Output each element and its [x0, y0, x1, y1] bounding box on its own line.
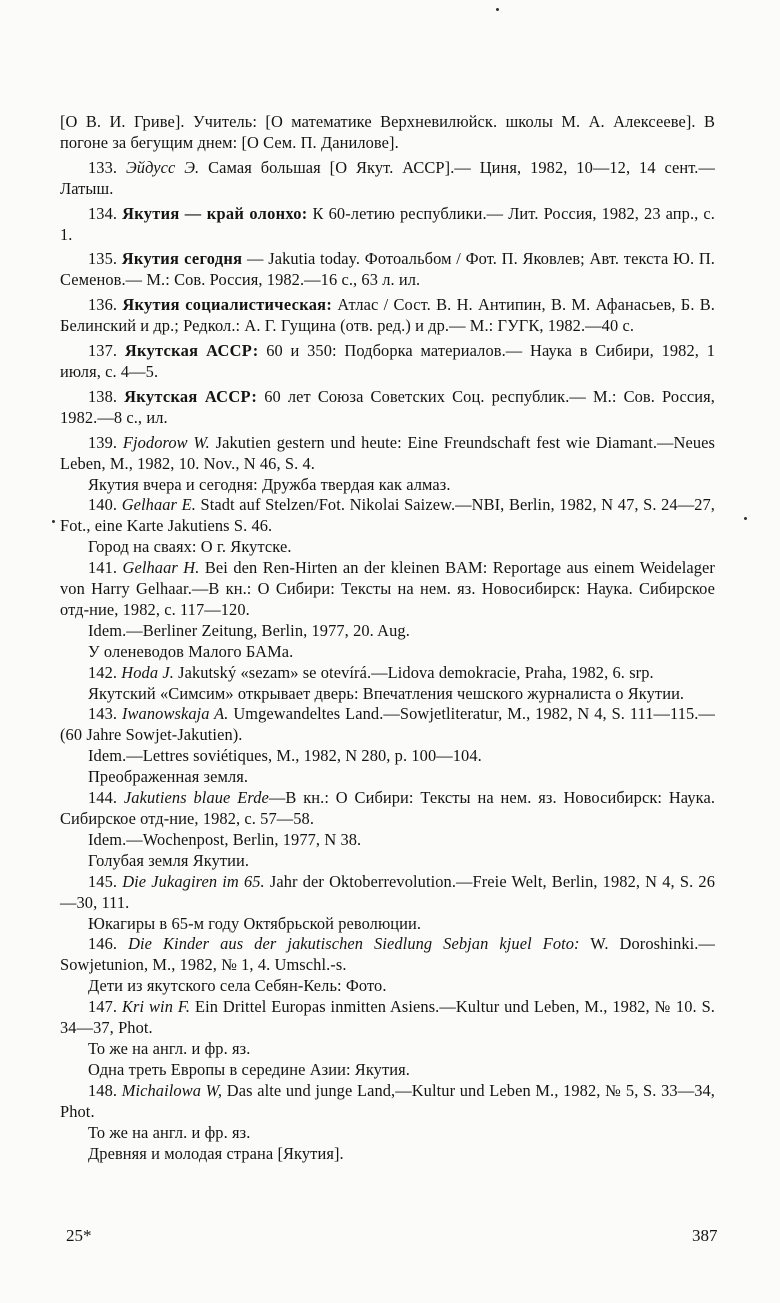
- bibliography-entry: [60, 788, 715, 830]
- entry-number: 142.: [88, 662, 118, 682]
- entry-note: То же на англ. и фр. яз.: [88, 1038, 251, 1058]
- entry-details: Jakutien gestern und heute: Eine Freundschaft fest wie Diamant.—Neues Leben, M., 1982, 10. Nov., N 46, S. 4.: [60, 432, 715, 473]
- entry-details: Das alte und junge Land,—Kultur und Leben M., 1982, № 5, S. 33—34, Phot.: [60, 1080, 715, 1121]
- bibliography-text: [60, 112, 715, 1164]
- entry-number: 139.: [88, 432, 118, 452]
- bibliography-entry: [60, 704, 715, 746]
- entry-number: 134.: [88, 203, 118, 223]
- entry-author: Fjodorow W.: [122, 432, 210, 452]
- entry-details: W. Doroshinki.—Sowjetunion, M., 1982, № 1, 4. Umschl.-s.: [60, 934, 715, 975]
- entry-number: 135.: [88, 249, 118, 269]
- bibliography-entry: [60, 158, 715, 200]
- entry-note: Древняя и молодая страна [Якутия].: [88, 1143, 344, 1163]
- page-number: 387: [692, 1226, 718, 1245]
- entry-author: Iwanowskaja A.: [121, 704, 229, 724]
- bibliography-entry: [60, 872, 715, 914]
- entry-details: —В кн.: О Сибири: Тексты на нем. яз. Новосибирск: Наука. Сибирское отд-ние, 1982, с. 57—58.: [60, 788, 716, 828]
- entry-details: Jahr der Oktoberrevolution.—Freie Welt, Berlin, 1982, N 4, S. 26—30, 111.: [60, 871, 715, 912]
- entry-title: Якутия — край олонхо:: [122, 203, 308, 223]
- entry-author: Die Jukagiren im 65.: [122, 871, 265, 891]
- entry-number: 140.: [88, 495, 118, 515]
- entry-title: Якутия социалистическая:: [122, 295, 333, 315]
- print-speck: [496, 8, 499, 11]
- bibliography-entry: [60, 663, 715, 684]
- entry-number: 143.: [88, 704, 118, 724]
- entry-number: 136.: [88, 295, 118, 315]
- bibliography-entry: [60, 1081, 715, 1123]
- bibliography-entry: [60, 249, 715, 291]
- entry-number: 146.: [88, 934, 118, 954]
- bibliography-entry: [60, 341, 715, 383]
- print-speck: [744, 517, 747, 520]
- entry-number: 144.: [88, 788, 118, 808]
- bibliography-entry: [60, 295, 715, 337]
- bibliography-entry: [60, 997, 715, 1039]
- signature-mark: 25*: [66, 1226, 92, 1245]
- entry-note: Idem.—Berliner Zeitung, Berlin, 1977, 20. Aug.: [88, 620, 410, 640]
- entry-number: 145.: [88, 871, 118, 891]
- bibliography-entry: [60, 934, 715, 976]
- entry-title: Якутия сегодня: [121, 249, 243, 269]
- entry-title: Якутская АССР:: [124, 341, 259, 361]
- entry-note: У оленеводов Малого БАМа.: [88, 641, 294, 661]
- entry-details: Umgewandeltes Land.—Sowjetliteratur, M., 1982, N 4, S. 111—115.—(60 Jahre Sowjet-Jakutien).: [60, 704, 715, 745]
- entry-details: Stadt auf Stelzen/Fot. Nikolai Saizew.—NBI, Berlin, 1982, N 47, S. 24—27, Fot., eine Karte Jakutiens S. 46.: [60, 495, 716, 536]
- entry-details: Ein Drittel Europas inmitten Asiens.—Kultur und Leben, M., 1982, № 10. S. 34—37, Phot.: [60, 997, 716, 1038]
- entry-note: Якутия вчера и сегодня: Дружба твердая как алмаз.: [88, 474, 451, 494]
- entry-details: Bei den Ren-Hirten an der kleinen BAM: Reportage aus einem Weidelager von Harry Gelhaar.—В кн.: О Сибири: Тексты на нем. яз. Новосибирск: Наука. Сибирское отд-ние, 1982, с. 117—120.: [60, 558, 715, 619]
- entry-note: Idem.—Lettres soviétiques, M., 1982, N 280, p. 100—104.: [88, 746, 482, 766]
- entry-details: Атлас / Сост. В. Н. Антипин, В. М. Афанасьев, Б. В. Белинский и др.; Редкол.: А. Г. Гущина (отв. ред.) и др.— М.: ГУГК, 1982.—40 с.: [60, 295, 715, 336]
- bibliography-entries: [60, 158, 715, 1165]
- entry-author: Michailowa W,: [121, 1080, 223, 1100]
- entry-note: Город на сваях: О г. Якутске.: [88, 537, 292, 557]
- entry-title: Якутская АССР:: [124, 386, 258, 406]
- entry-number: 148.: [88, 1080, 118, 1100]
- entry-note: Юкагиры в 65-м году Октябрьской революции.: [88, 913, 422, 933]
- entry-number: 137.: [88, 341, 118, 361]
- entry-author: Hoda J.: [121, 662, 174, 682]
- entry-note: То же на англ. и фр. яз.: [88, 1122, 251, 1142]
- entry-note: Якутский «Симсим» открывает дверь: Впечатления чешского журналиста о Якутии.: [88, 683, 685, 703]
- bibliography-entry: [60, 387, 715, 429]
- entry-author: Jakutiens blaue Erde: [123, 788, 269, 808]
- entry-number: 141.: [88, 558, 118, 578]
- print-speck: [52, 520, 55, 523]
- entry-author: Gelhaar H.: [122, 558, 200, 578]
- entry-note: Одна треть Европы в середине Азии: Якутия.: [88, 1059, 410, 1079]
- entry-author: Kri win F.: [121, 997, 191, 1017]
- bibliography-entry: [60, 558, 715, 621]
- entry-number: 138.: [88, 386, 118, 406]
- bibliography-entry: [60, 433, 715, 475]
- entry-details: 60 и 350: Подборка материалов.— Наука в Сибири, 1982, 1 июля, с. 4—5.: [60, 341, 715, 381]
- entry-author: Эйдусс Э.: [125, 157, 200, 177]
- entry-details: Jakutský «sezam» se otevírá.—Lidova demokracie, Praha, 1982, 6. srp.: [173, 662, 654, 682]
- entry-number: 133.: [88, 157, 118, 177]
- entry-author: Die Kinder aus der jakutischen Siedlung Sebjan kjuel Foto:: [128, 934, 580, 954]
- entry-details: Самая большая [О Якут. АССР].— Циня, 1982, 10—12, 14 сент.— Латыш.: [60, 157, 715, 198]
- entry-author: Gelhaar E.: [121, 495, 196, 515]
- bibliography-entry: [60, 495, 715, 537]
- entry-note: Преображенная земля.: [88, 767, 249, 787]
- entry-number: 147.: [88, 997, 118, 1017]
- entry-note: Idem.—Wochenpost, Berlin, 1977, N 38.: [88, 829, 362, 849]
- entry-details: К 60-летию республики.— Лит. Россия, 1982, 23 апр., с. 1.: [60, 203, 715, 244]
- entry-details: 60 лет Союза Советских Соц. республик.— М.: Сов. Россия, 1982.—8 с., ил.: [60, 386, 715, 427]
- bibliography-entry: [60, 204, 715, 246]
- entry-note: Голубая земля Якутии.: [88, 850, 250, 870]
- entry-note: Дети из якутского села Себян-Кель: Фото.: [88, 976, 387, 996]
- intro-paragraph: [О В. И. Гриве]. Учитель: [О математике Верхневилюйск. школы М. А. Алексееве]. В погоне за бегущим днем: [О Сем. П. Данилове].: [60, 112, 715, 152]
- entry-details: — Jakutia today. Фотоальбом / Фот. П. Яковлев; Авт. текста Ю. П. Семенов.— М.: Сов. Россия, 1982.—16 с., 63 л. ил.: [60, 249, 715, 290]
